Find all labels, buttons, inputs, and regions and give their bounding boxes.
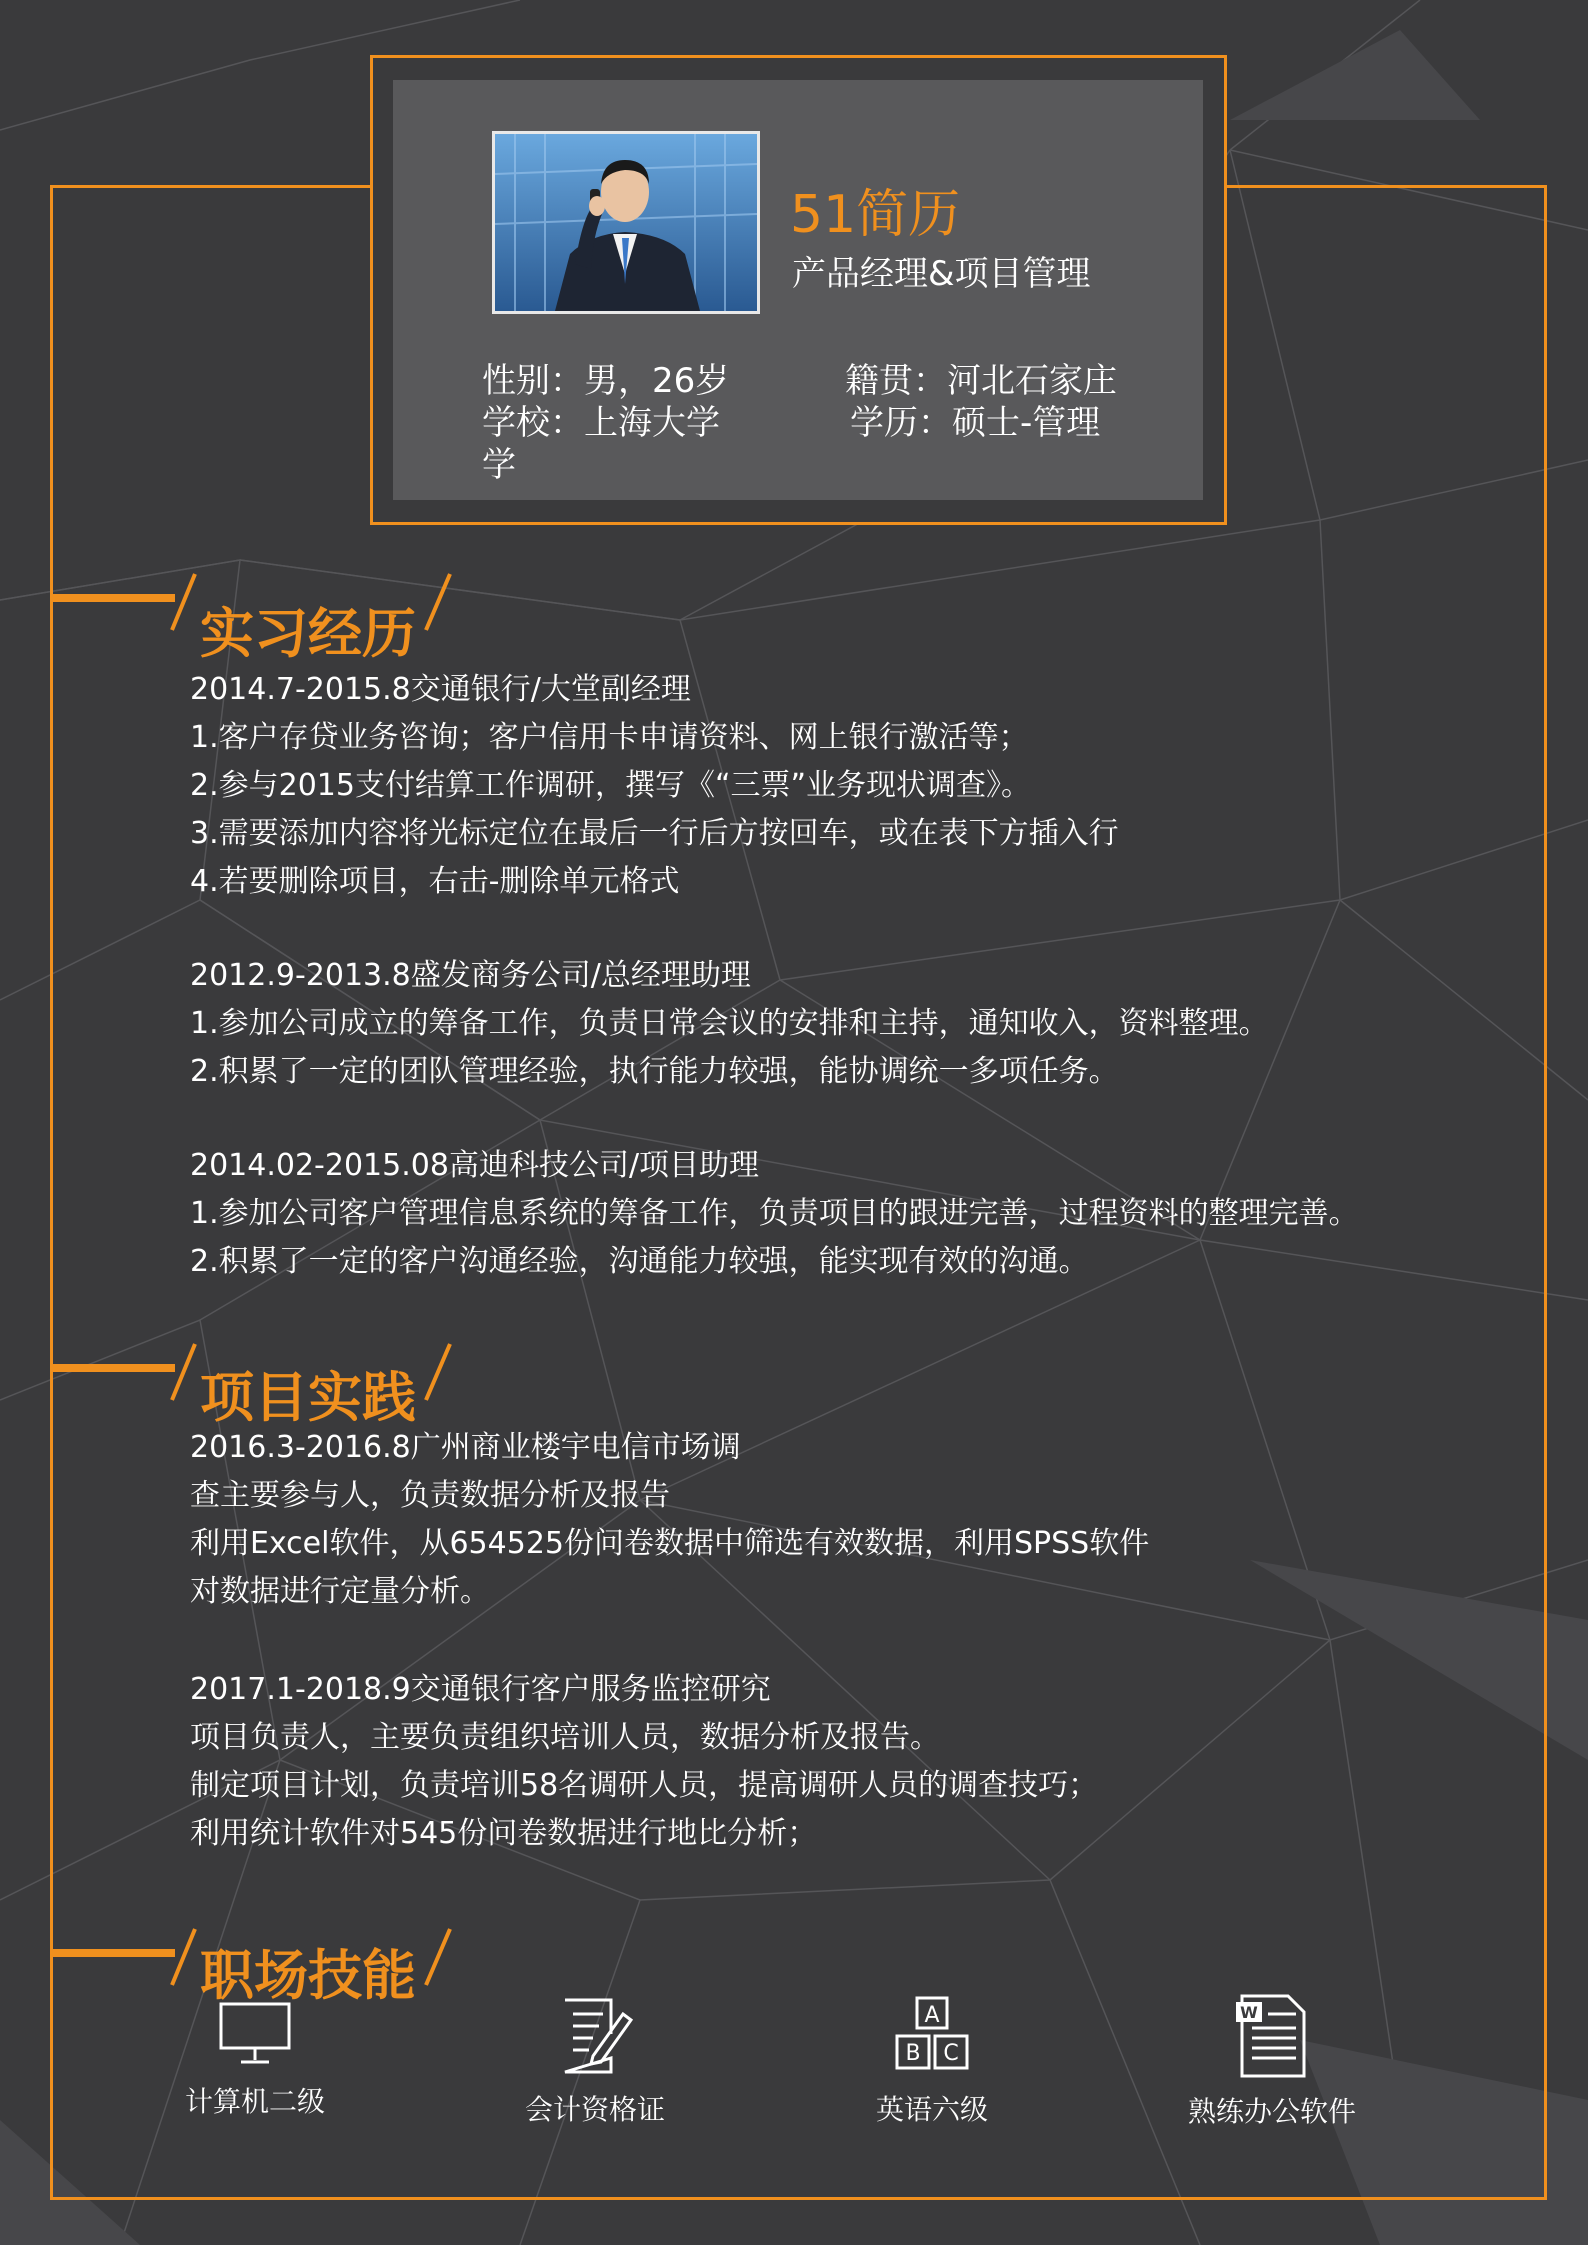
profile-hometown: 籍贯：河北石家庄 bbox=[845, 361, 1117, 401]
internship-entry-1-line: 3.需要添加内容将光标定位在最后一行后方按回车，或在表下方插入行 bbox=[190, 816, 1119, 851]
project-entry-2-line: 制定项目计划，负责培训58名调研人员，提高调研人员的调查技巧； bbox=[190, 1768, 1099, 1803]
skill-item-english bbox=[822, 1994, 1042, 2128]
profile-photo bbox=[492, 131, 760, 314]
skill-item-computer bbox=[145, 2000, 365, 2120]
section-title-internship: 实习经历 bbox=[200, 602, 416, 665]
skill-label: 计算机二级 bbox=[184, 2085, 325, 2118]
project-entry-1-heading: 2016.3-2016.8广州商业楼宇电信市场调 bbox=[190, 1430, 741, 1465]
internship-entry-2-heading: 2012.9-2013.8盛发商务公司/总经理助理 bbox=[190, 958, 751, 993]
document-edit-icon bbox=[553, 1994, 637, 2078]
internship-entry-1-line: 4.若要删除项目，右击-删除单元格式 bbox=[190, 864, 680, 899]
project-entry-2-line: 利用统计软件对545份问卷数据进行地比分析； bbox=[190, 1816, 818, 1851]
svg-text:B: B bbox=[905, 2041, 921, 2066]
svg-text:A: A bbox=[924, 2003, 940, 2028]
internship-entry-2-line: 2.积累了一定的团队管理经验，执行能力较强，能协调统一多项任务。 bbox=[190, 1054, 1119, 1089]
project-entry-1-line: 利用Excel软件，从654525份问卷数据中筛选有效数据，利用SPSS软件 bbox=[190, 1526, 1150, 1561]
internship-entry-3-line: 1.参加公司客户管理信息系统的筹备工作，负责项目的跟进完善，过程资料的整理完善。 bbox=[190, 1196, 1359, 1231]
skill-item-accounting bbox=[485, 1994, 705, 2128]
skill-label: 英语六级 bbox=[875, 2093, 988, 2126]
profile-title: 产品经理&项目管理 bbox=[792, 254, 1091, 294]
profile-education: 学历：硕士-管理 bbox=[850, 403, 1101, 443]
svg-text:C: C bbox=[943, 2041, 959, 2066]
internship-entry-3-line: 2.积累了一定的客户沟通经验，沟通能力较强，能实现有效的沟通。 bbox=[190, 1244, 1089, 1279]
skill-item-office bbox=[1162, 1992, 1382, 2130]
profile-name: 51简历 bbox=[790, 185, 961, 245]
skill-label: 会计资格证 bbox=[524, 2093, 665, 2126]
internship-entry-3-heading: 2014.02-2015.08高迪科技公司/项目助理 bbox=[190, 1148, 760, 1183]
section-title-projects: 项目实践 bbox=[200, 1366, 416, 1429]
profile-school: 学校：上海大学学 bbox=[482, 403, 720, 485]
skill-label: 熟练办公软件 bbox=[1187, 2095, 1356, 2128]
computer-monitor-icon bbox=[215, 2000, 295, 2070]
internship-entry-1-line: 2.参与2015支付结算工作调研，撰写《“三票”业务现状调查》。 bbox=[190, 768, 1032, 803]
internship-entry-1-heading: 2014.7-2015.8交通银行/大堂副经理 bbox=[190, 672, 691, 707]
abc-blocks-icon bbox=[887, 1994, 977, 2078]
svg-text:W: W bbox=[1240, 2003, 1258, 2022]
project-entry-1-line: 对数据进行定量分析。 bbox=[190, 1574, 490, 1609]
word-document-icon bbox=[1232, 1992, 1312, 2080]
internship-entry-2-line: 1.参加公司成立的筹备工作，负责日常会议的安排和主持，通知收入，资料整理。 bbox=[190, 1006, 1269, 1041]
profile-gender: 性别：男，26岁 bbox=[482, 361, 730, 401]
internship-entry-1-line: 1.客户存贷业务咨询；客户信用卡申请资料、网上银行激活等； bbox=[190, 720, 1029, 755]
project-entry-1-line: 查主要参与人，负责数据分析及报告 bbox=[190, 1478, 670, 1513]
project-entry-2-heading: 2017.1-2018.9交通银行客户服务监控研究 bbox=[190, 1672, 771, 1707]
project-entry-2-line: 项目负责人，主要负责组织培训人员，数据分析及报告。 bbox=[190, 1720, 940, 1755]
section-title-skills: 职场技能 bbox=[200, 1944, 416, 2007]
